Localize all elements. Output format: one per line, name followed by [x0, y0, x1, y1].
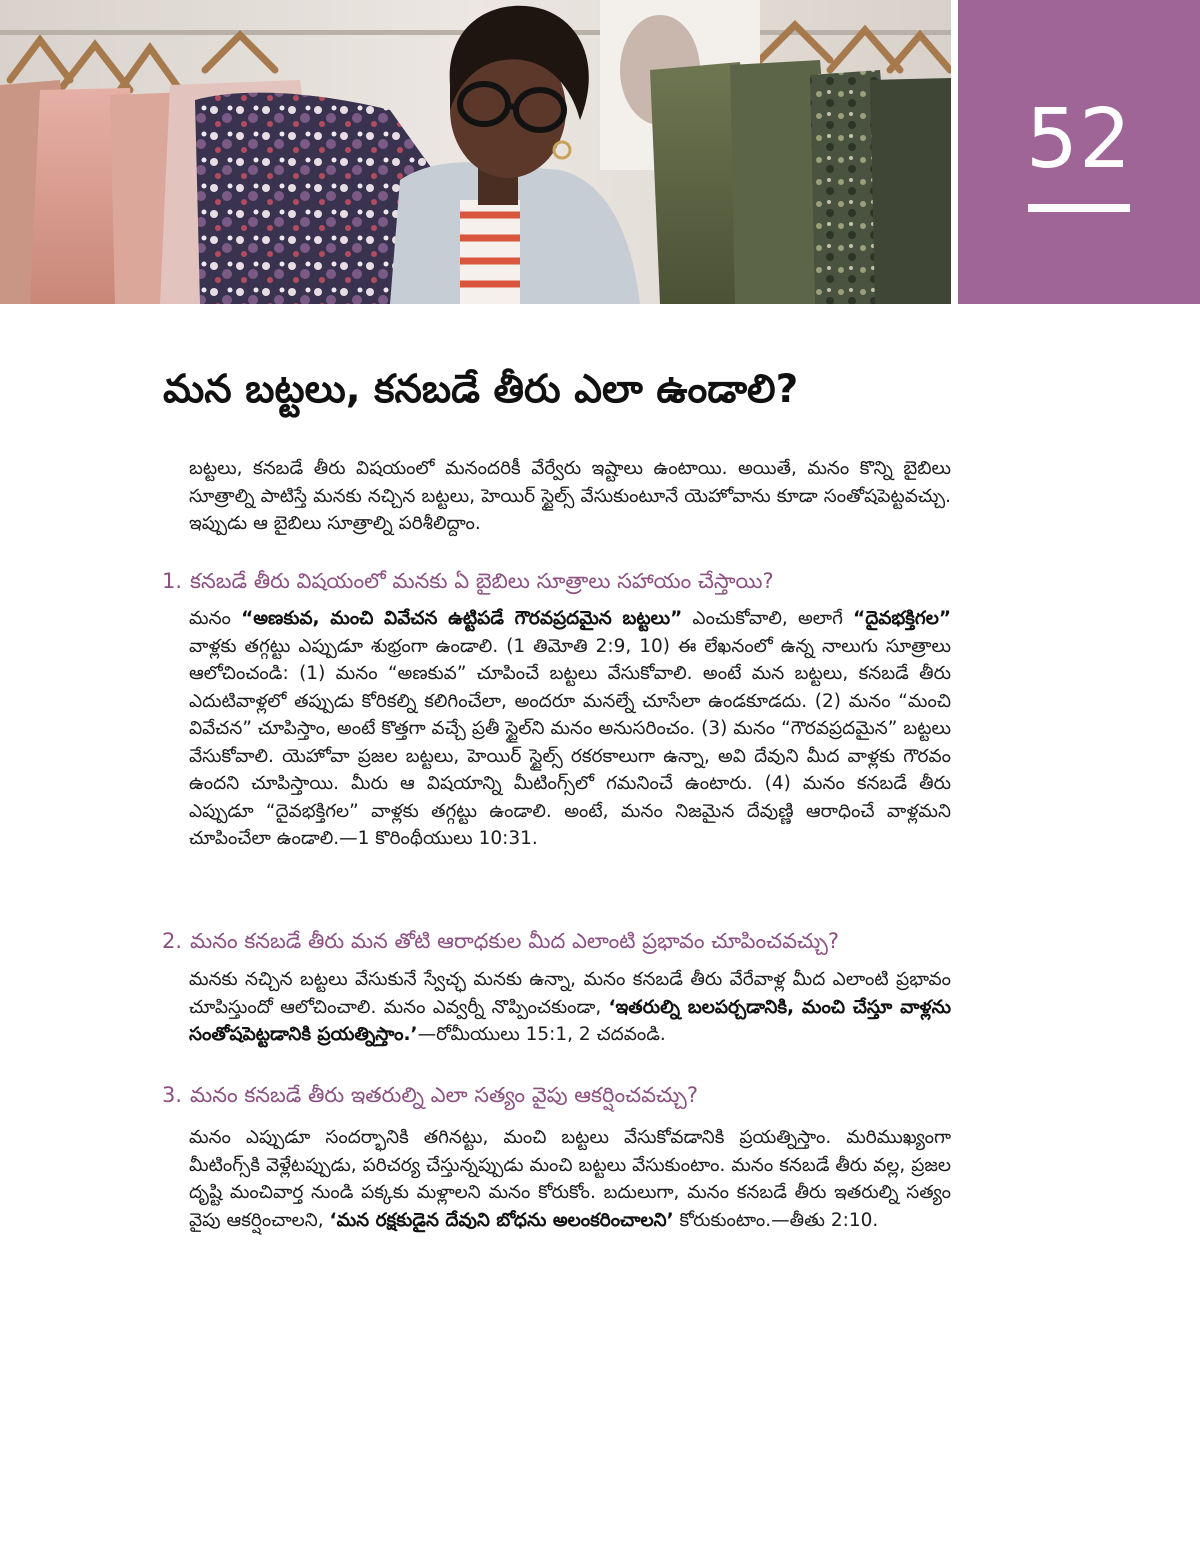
section-3-bold-quote: ‘మన రక్షకుడైన దేవుని బోధను అలంకరించాలని’	[329, 1209, 674, 1231]
section-2-question-text: మనం కనబడే తీరు మన తోటి ఆరాధకుల మీద ఎలాంటి ప్రభావం చూపించవచ్చు?	[190, 929, 839, 953]
lesson-number-underline	[1028, 204, 1130, 212]
header-photo	[0, 0, 951, 304]
section-3-paragraph	[189, 1124, 951, 1234]
section-1-text: ఎంచుకోవాలి, అలాగే	[682, 608, 854, 629]
section-1-bold-quote-2: “దైవభక్తిగల”	[853, 608, 951, 629]
section-2-question	[162, 926, 982, 956]
section-3-text: కోరుకుంటాం.—తీతు 2:10.	[673, 1209, 879, 1231]
section-1-paragraph	[189, 605, 951, 853]
section-3-question-text: మనం కనబడే తీరు ఇతరుల్ని ఎలా సత్యం వైపు ఆకర్షించవచ్చు?	[190, 1083, 698, 1107]
section-3-number: 3.	[162, 1083, 183, 1107]
section-2-bold-quote: ‘ఇతరుల్ని బలపర్చడానికి, మంచి చేస్తూ వాళ్లను సంతోషపెట్టడానికి ప్రయత్నిస్తాం.’	[189, 996, 951, 1045]
lesson-number: 52	[1025, 92, 1133, 187]
section-2-paragraph	[189, 966, 951, 1049]
section-2-text: —రోమీయులు 15:1, 2 చదవండి.	[417, 1024, 666, 1045]
section-3-question	[162, 1080, 982, 1110]
page-title: మన బట్టలు, కనబడే తీరు ఎలా ఉండాలి?	[163, 367, 799, 412]
section-1-text: మనం	[189, 608, 242, 629]
section-2-text: మనకు నచ్చిన బట్టలు వేసుకునే స్వేచ్ఛ మనకు ఉన్నా, మనం కనబడే తీరు వేరేవాళ్ల మీద ఎలాంటి ప్రభావం చూపిస్తుందో ఆలోచించాలి. మనం ఎవ్వర్నీ నొప్పించకుండా,	[189, 969, 951, 1018]
section-1-text: వాళ్లకు తగ్గట్టు ఎప్పుడూ శుభ్రంగా ఉండాలి. (1 తిమోతి 2:9, 10) ఈ లేఖనంలో ఉన్న నాలుగు సూత్రాలు ఆలోచించండి: (1) మనం “అణకువ” చూపించే బట్టలు వేసుకోవాలి. అంటే మన బట్టలు, కనబడే తీరు ఎదుటివాళ్లలో తప్పుడు కోరికల్ని కలిగించేలా, అందరూ మనల్నే చూసేలా ఉండకూడదు. (2) మనం “మంచి వివేచన” చూపిస్తాం, అంటే కొత్తగా వచ్చే ప్రతీ స్టైల్‌ని మనం అనుసరించం. (3) మనం “గౌరవప్రదమైన” బట్టలు వేసుకోవాలి. యెహోవా ప్రజల బట్టలు, హెయిర్ స్టైల్స్ రకరకాలుగా ఉన్నా, అవి దేవుని మీద వాళ్లకు గౌరవం ఉందని చూపిస్తాయి. మీరు ఆ విషయాన్ని మీటింగ్స్‌లో గమనించే ఉంటారు. (4) మనం కనబడే తీరు ఎప్పుడూ “దైవభక్తిగల” వాళ్లకు తగ్గట్టు ఉండాలి. అంటే, మనం నిజమైన దేవుణ్ణి ఆరాధించే వాళ్లమని చూపించేలా ఉండాలి.—1 కొరింథీయులు 10:31.	[189, 635, 951, 849]
intro-paragraph: బట్టలు, కనబడే తీరు విషయంలో మనందరికీ వేర్వేరు ఇష్టాలు ఉంటాయి. అయితే, మనం కొన్ని బైబిలు సూత్రాల్ని పాటిస్తే మనకు నచ్చిన బట్టలు, హెయిర్ స్టైల్స్ వేసుకుంటూనే యెహోవాను కూడా సంతోషపెట్టవచ్చు. ఇప్పుడు ఆ బైబిలు సూత్రాల్ని పరిశీలిద్దాం.	[189, 458, 951, 534]
section-1-number: 1.	[162, 569, 183, 593]
section-2-number: 2.	[162, 929, 183, 953]
section-1-question-text: కనబడే తీరు విషయంలో మనకు ఏ బైబిలు సూత్రాలు సహాయం చేస్తాయి?	[190, 569, 774, 593]
section-1-bold-quote-1: “అణకువ, మంచి వివేచన ఉట్టిపడే గౌరవప్రదమైన బట్టలు”	[241, 608, 683, 629]
section-1-question	[162, 566, 982, 596]
section-3-text: మనం ఎప్పుడూ సందర్భానికి తగినట్టు, మంచి బట్టలు వేసుకోవడానికి ప్రయత్నిస్తాం. మరిముఖ్యంగా మీటింగ్స్‌కి వెళ్లేటప్పుడు, పరిచర్య చేస్తున్నప్పుడు మంచి బట్టలు వేసుకుంటాం. మనం కనబడే తీరు వల్ల, ప్రజల దృష్టి మంచివార్త నుండి పక్కకు మళ్లాలని మనం కోరుకోం. బదులుగా, మనం కనబడే తీరు ఇతరుల్ని సత్యం వైపు ఆకర్షించాలని,	[189, 1127, 951, 1231]
lesson-badge	[958, 0, 1200, 304]
